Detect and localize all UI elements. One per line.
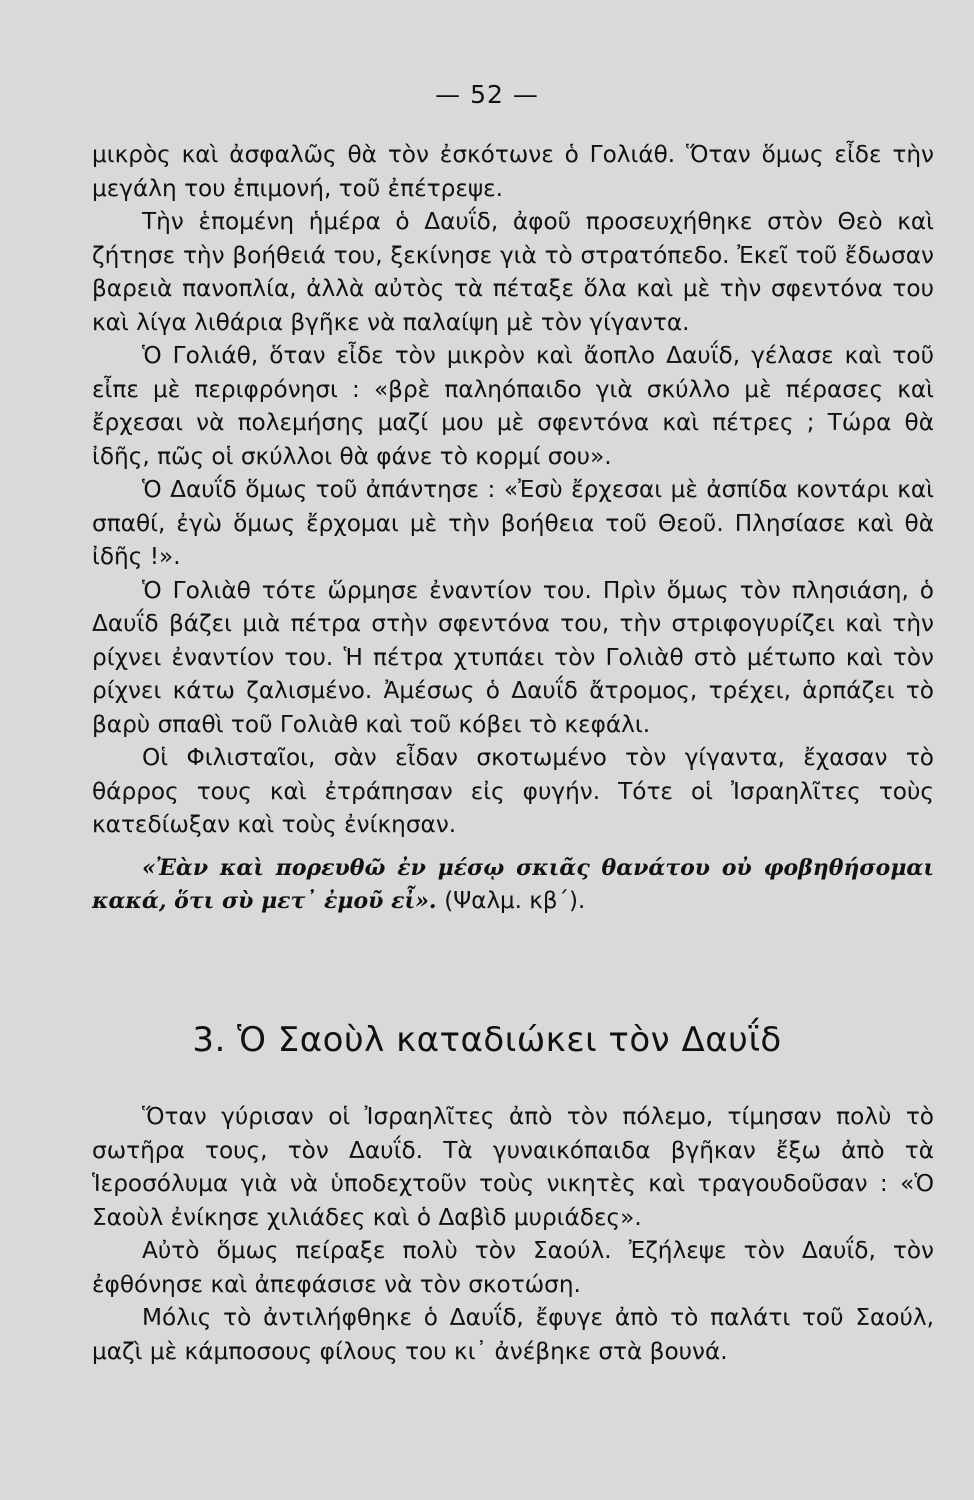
chapter-heading: 3. Ὁ Σαοὺλ καταδιώκει τὸν Δαυΐδ <box>192 1020 782 1060</box>
paragraph: μικρὸς καὶ ἀσφαλῶς θὰ τὸν ἐσκότωνε ὁ Γολιάθ. Ὅταν ὅμως εἶδε τὴν μεγάλη του ἐπιμονή, τοῦ ἐπέτρεψε. <box>92 141 934 202</box>
psalm-reference: (Ψαλμ. κβ΄). <box>444 888 586 914</box>
paragraph: Οἱ Φιλισταῖοι, σὰν εἶδαν σκοτωμένο τὸν γίγαντα, ἔχασαν τὸ θάρρος τους καὶ ἐτράπησαν εἰς φυγήν. Τότε οἱ Ἰσραηλῖτες τοὺς κατεδίωξαν καὶ τοὺς ἐνίκησαν. <box>92 744 934 838</box>
paragraph: Μόλις τὸ ἀντιλήφθηκε ὁ Δαυΐδ, ἔφυγε ἀπὸ τὸ παλάτι τοῦ Σαούλ, μαζὶ μὲ κάμποσους φίλους του κι᾽ ἀνέβηκε στὰ βουνά. <box>92 1304 934 1365</box>
paragraph: Ὁ Δαυΐδ ὅμως τοῦ ἀπάντησε : «Ἐσὺ ἔρχεσαι μὲ ἀσπίδα κοντάρι καὶ σπαθί, ἐγὼ ὅμως ἔρχομαι μὲ τὴν βοήθεια τοῦ Θεοῦ. Πλησίασε καὶ θὰ ἰδῆς !». <box>92 476 934 570</box>
text-section-2 <box>92 1100 934 1368</box>
paragraph: Ὅταν γύρισαν οἱ Ἰσραηλῖτες ἀπὸ τὸν πόλεμο, τίμησαν πολὺ τὸ σωτῆρα τους, τὸν Δαυΐδ. Τὰ γυναικόπαιδα βγῆκαν ἔξω ἀπὸ τὰ Ἱεροσόλυμα γιὰ νὰ ὑποδεχτοῦν τοὺς νικητὲς καὶ τραγουδοῦσαν : «Ὁ Σαοὺλ ἐνίκησε χιλιάδες καὶ ὁ Δαβὶδ μυριάδες». <box>92 1103 934 1231</box>
paragraph: Αὐτὸ ὅμως πείραξε πολὺ τὸν Σαούλ. Ἐζήλεψε τὸν Δαυΐδ, τὸν ἐφθόνησε καὶ ἀπεφάσισε νὰ τὸν σκοτώση. <box>92 1237 934 1298</box>
paragraph: Ὁ Γολιάθ, ὅταν εἶδε τὸν μικρὸν καὶ ἄοπλο Δαυΐδ, γέλασε καὶ τοῦ εἶπε μὲ περιφρόνησι : «βρὲ παληόπαιδο γιὰ σκύλλο μὲ πέρασες καὶ ἔρχεσαι νὰ πολεμήσης μαζί μου μὲ σφεντόνα καὶ πέτρες ; Τώρα θὰ ἰδῆς, πῶς οἱ σκύλλοι θὰ φάνε τὸ κορμί σου». <box>92 342 934 470</box>
paragraph: Ὁ Γολιὰθ τότε ὥρμησε ἐναντίον του. Πρὶν ὅμως τὸν πλησιάση, ὁ Δαυΐδ βάζει μιὰ πέτρα στὴν σφεντόνα του, τὴν στριφογυρίζει καὶ τὴν ρίχνει ἐναντίον του. Ἡ πέτρα χτυπάει τὸν Γολιὰθ στὸ μέτωπο καὶ τὸν ρίχνει κάτω ζαλισμένο. Ἀμέσως ὁ Δαυΐδ ἄτρομος, τρέχει, ἁρπάζει τὸ βαρὺ σπαθὶ τοῦ Γολιὰθ καὶ τοῦ κόβει τὸ κεφάλι. <box>92 576 934 738</box>
psalm-quote-text: «Ἐὰν καὶ πορευθῶ ἐν μέσῳ σκιᾶς θανάτου οὐ φοβηθήσομαι κακά, ὅτι σὺ μετ᾽ ἐμοῦ εἶ». <box>92 854 934 914</box>
page-number: — 52 — <box>435 80 539 109</box>
psalm-quote <box>92 852 934 919</box>
paragraph: Τὴν ἑπομένη ἡμέρα ὁ Δαυΐδ, ἀφοῦ προσευχήθηκε στὸν Θεὸ καὶ ζήτησε τὴν βοήθειά του, ξεκίνησε γιὰ τὸ στρατόπεδο. Ἐκεῖ τοῦ ἔδωσαν βαρειὰ πανοπλία, ἀλλὰ αὐτὸς τὰ πέταξε ὅλα καὶ μὲ τὴν σφεντόνα του καὶ λίγα λιθάρια βγῆκε νὰ παλαίψη μὲ τὸν γίγαντα. <box>92 208 934 336</box>
text-section-1 <box>92 138 934 919</box>
